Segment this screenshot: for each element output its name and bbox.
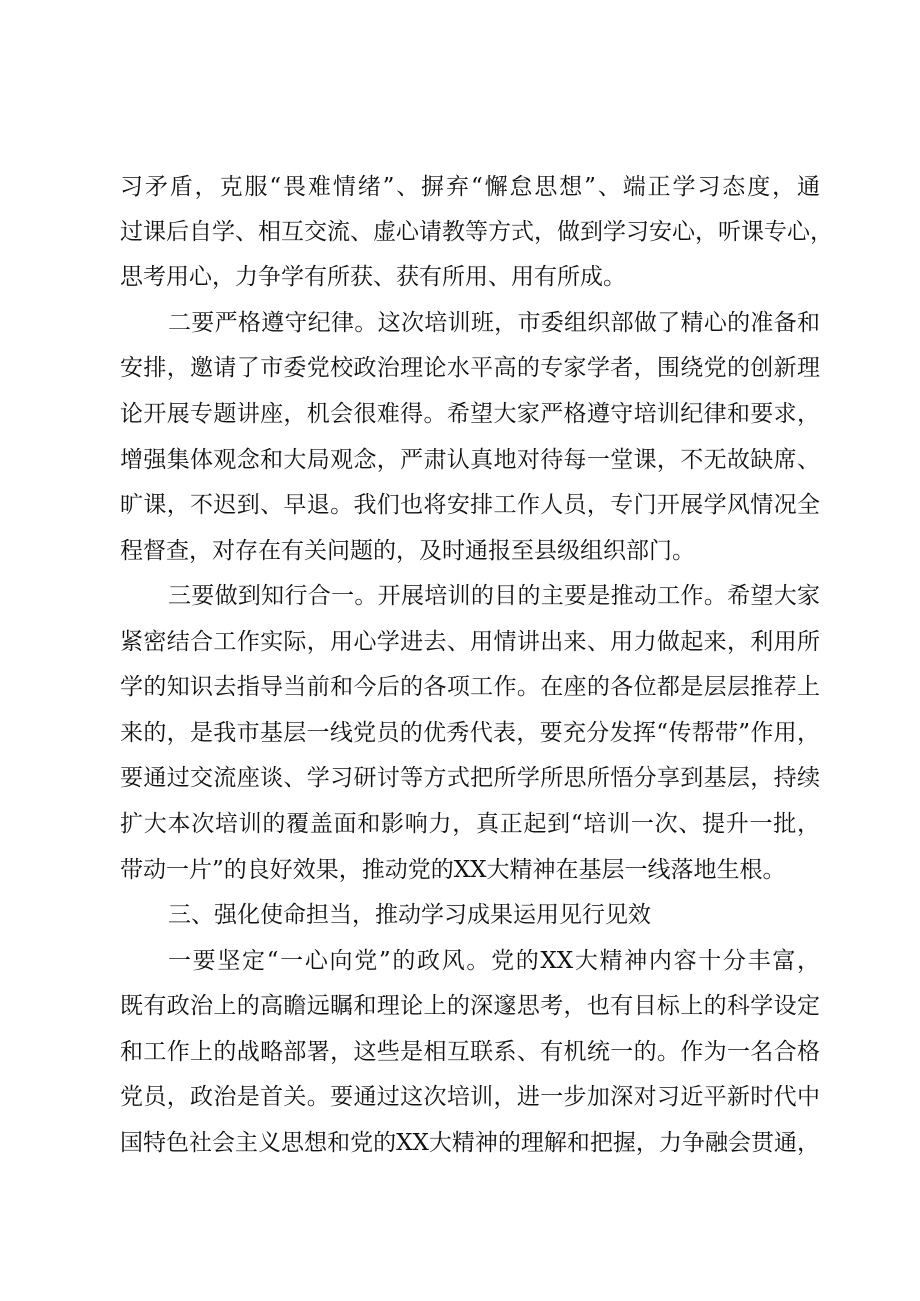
body-line: 要通过交流座谈、学习研讨等方式把所学所思所悟分享到基层，持续 <box>120 765 820 791</box>
body-line: 来的，是我市基层一线党员的优秀代表，要充分发挥“传帮带”作用， <box>120 720 820 746</box>
body-line: 扩大本次培训的覆盖面和影响力，真正起到“培训一次、提升一批， <box>120 811 820 837</box>
body-line: 旷课，不迟到、早退。我们也将安排工作人员，专门开展学风情况全 <box>120 492 820 518</box>
paragraph-first-line: 二要严格遵守纪律。这次培训班，市委组织部做了精心的准备和 <box>168 310 820 336</box>
paragraph-first-line: 一要坚定“一心向党”的政风。党的XX大精神内容十分丰富， <box>168 948 820 974</box>
body-line: 国特色社会主义思想和党的XX大精神的理解和把握，力争融会贯通， <box>120 1130 820 1156</box>
body-line: 紧密结合工作实际，用心学进去、用情讲出来、用力做起来，利用所 <box>120 629 820 655</box>
body-line: 和工作上的战略部署，这些是相互联系、有机统一的。作为一名合格 <box>120 1039 820 1065</box>
body-line: 学的知识去指导当前和今后的各项工作。在座的各位都是层层推荐上 <box>120 674 820 700</box>
body-line: 既有政治上的高瞻远瞩和理论上的深邃思考，也有目标上的科学设定 <box>120 993 820 1019</box>
body-line: 过课后自学、相互交流、虚心请教等方式，做到学习安心，听课专心， <box>120 219 833 245</box>
paragraph-first-line: 三要做到知行合一。开展培训的目的主要是推动工作。希望大家 <box>168 583 820 609</box>
body-line: 习矛盾，克服“畏难情绪”、摒弃“懈怠思想”、端正学习态度，通 <box>120 174 820 200</box>
body-line: 论开展专题讲座，机会很难得。希望大家严格遵守培训纪律和要求， <box>120 401 820 427</box>
body-line: 党员，政治是首关。要通过这次培训，进一步加深对习近平新时代中 <box>120 1084 820 1110</box>
body-line: 增强集体观念和大局观念，严肃认真地对待每一堂课，不无故缺席、 <box>120 447 820 473</box>
body-line: 安排，邀请了市委党校政治理论水平高的专家学者，围绕党的创新理 <box>120 355 820 381</box>
body-line: 带动一片”的良好效果，推动党的XX大精神在基层一线落地生根。 <box>120 857 786 883</box>
body-line: 思考用心，力争学有所获、获有所用、用有所成。 <box>120 264 626 290</box>
section-heading: 三、强化使命担当，推动学习成果运用见行见效 <box>168 902 651 928</box>
body-line: 程督查，对存在有关问题的，及时通报至县级组织部门。 <box>120 538 695 564</box>
